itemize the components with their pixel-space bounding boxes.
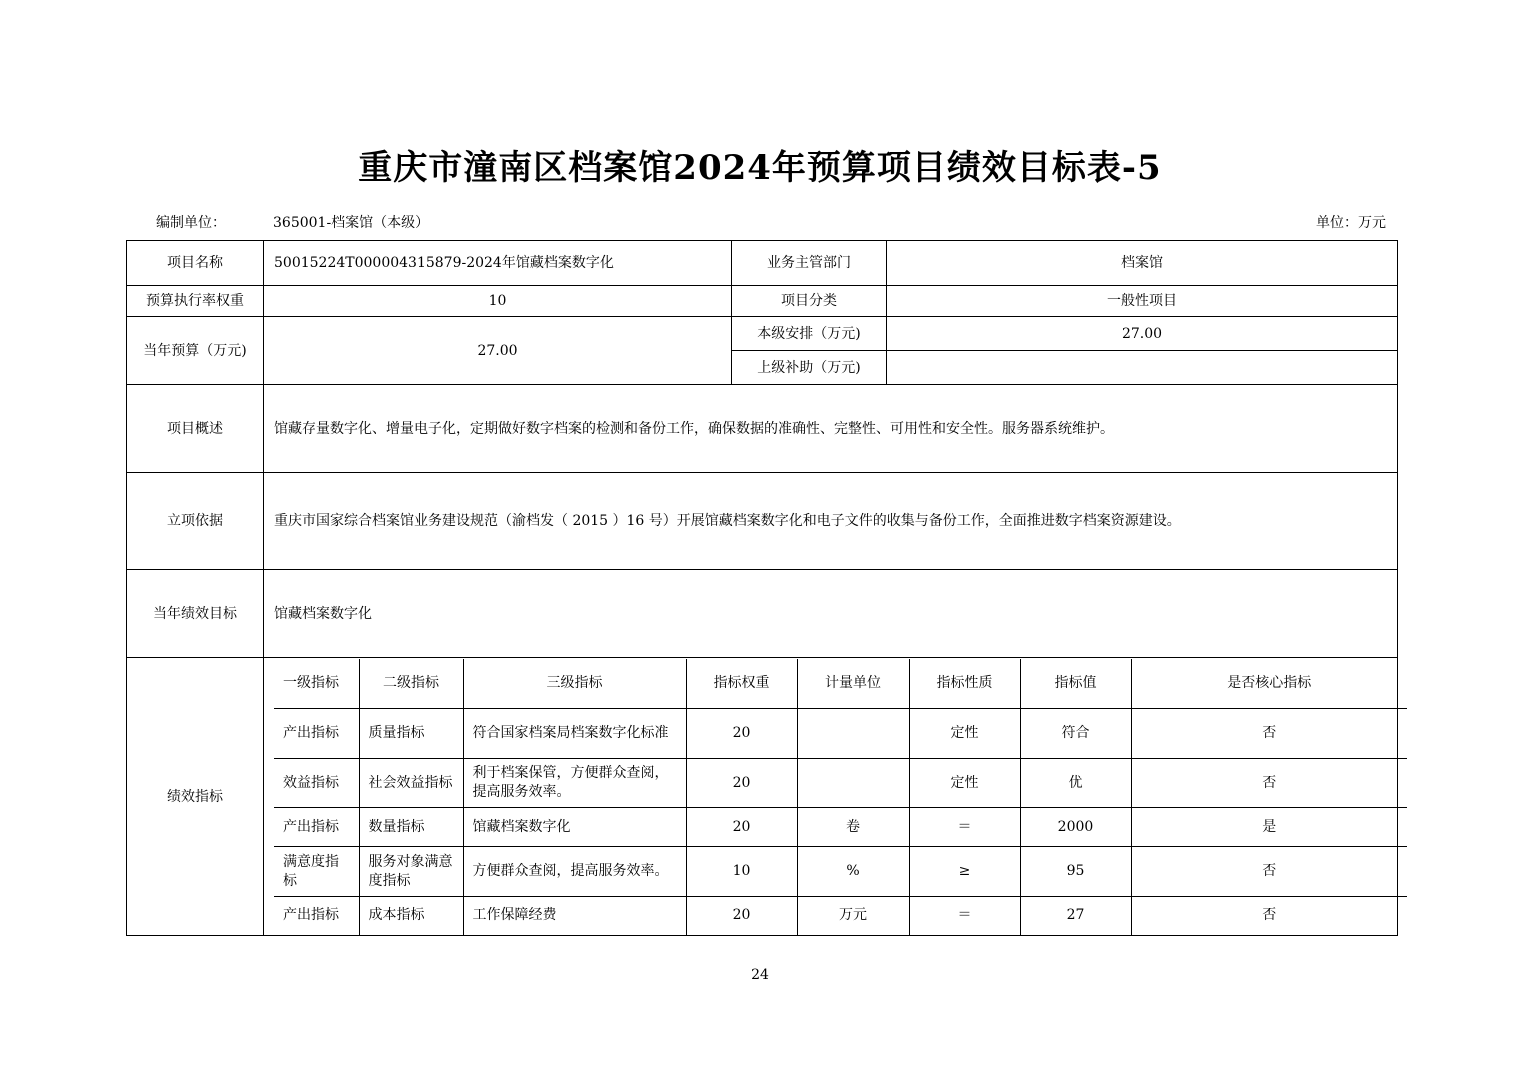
dept-label: 业务主管部门	[732, 241, 887, 286]
project-name-value: 50015224T000004315879-2024年馆藏档案数字化	[264, 241, 732, 286]
indicator-cell-core: 是	[1131, 808, 1407, 847]
indicator-cell-value: 符合	[1020, 709, 1131, 759]
indicator-cell-unit: 万元	[797, 897, 909, 935]
local-label: 本级安排（万元)	[732, 317, 887, 351]
indicator-cell-unit: %	[797, 847, 909, 897]
indicator-cell-value: 27	[1020, 897, 1131, 935]
subsidy-label: 上级补助（万元)	[732, 351, 887, 385]
indicator-cell-core: 否	[1131, 759, 1407, 808]
category-label: 项目分类	[732, 286, 887, 317]
indicator-cell-level2: 成本指标	[359, 897, 463, 935]
indicator-header: 计量单位	[797, 659, 909, 709]
indicator-cell-weight: 20	[686, 759, 797, 808]
indicator-cell-weight: 20	[686, 808, 797, 847]
indicator-header: 三级指标	[463, 659, 686, 709]
indicator-cell-level3: 馆藏档案数字化	[463, 808, 686, 847]
indicator-cell-level3: 符合国家档案局档案数字化标准	[463, 709, 686, 759]
compiling-unit-label: 编制单位：	[156, 215, 226, 231]
indicator-cell-level1: 产出指标	[274, 709, 359, 759]
indicator-label: 绩效指标	[127, 658, 264, 936]
indicator-cell-level2: 质量指标	[359, 709, 463, 759]
indicator-header: 指标权重	[686, 659, 797, 709]
indicator-row	[274, 847, 1407, 897]
indicator-cell-level2: 社会效益指标	[359, 759, 463, 808]
indicator-cell-unit	[797, 759, 909, 808]
indicator-row	[274, 897, 1407, 935]
indicator-header: 指标值	[1020, 659, 1131, 709]
basis-label: 立项依据	[127, 473, 264, 570]
indicator-cell-level1: 产出指标	[274, 897, 359, 935]
indicator-cell	[264, 658, 1398, 936]
indicator-cell-weight: 10	[686, 847, 797, 897]
indicator-header: 是否核心指标	[1131, 659, 1407, 709]
indicator-header: 二级指标	[359, 659, 463, 709]
overview-label: 项目概述	[127, 385, 264, 473]
compiling-unit-value: 365001-档案馆（本级）	[273, 215, 430, 231]
project-name-label: 项目名称	[127, 241, 264, 286]
category-value: 一般性项目	[887, 286, 1398, 317]
indicator-cell-nature: ＝	[909, 897, 1020, 935]
goal-label: 当年绩效目标	[127, 570, 264, 658]
indicator-cell-value: 优	[1020, 759, 1131, 808]
indicator-row	[274, 759, 1407, 808]
exec-weight-label: 预算执行率权重	[127, 286, 264, 317]
indicator-cell-unit: 卷	[797, 808, 909, 847]
overview-value: 馆藏存量数字化、增量电子化，定期做好数字档案的检测和备份工作，确保数据的准确性、完整性、可用性和安全性。服务器系统维护。	[264, 385, 1398, 473]
indicator-header: 指标性质	[909, 659, 1020, 709]
subsidy-value	[887, 351, 1398, 385]
indicator-cell-value: 95	[1020, 847, 1131, 897]
indicator-cell-value: 2000	[1020, 808, 1131, 847]
indicator-cell-level1: 产出指标	[274, 808, 359, 847]
performance-table	[126, 240, 1398, 936]
indicator-table	[274, 659, 1407, 935]
indicator-cell-unit	[797, 709, 909, 759]
indicator-cell-level1: 满意度指标	[274, 847, 359, 897]
indicator-header: 一级指标	[274, 659, 359, 709]
budget-value: 27.00	[264, 317, 732, 385]
page-number: 24	[751, 967, 769, 983]
indicator-cell-core: 否	[1131, 847, 1407, 897]
exec-weight-value: 10	[264, 286, 732, 317]
dept-value: 档案馆	[887, 241, 1398, 286]
indicator-cell-level1: 效益指标	[274, 759, 359, 808]
basis-value: 重庆市国家综合档案馆业务建设规范（渝档发（ 2015 ）16 号）开展馆藏档案数字化和电子文件的收集与备份工作，全面推进数字档案资源建设。	[264, 473, 1398, 570]
indicator-cell-weight: 20	[686, 709, 797, 759]
page-title: 重庆市潼南区档案馆2024年预算项目绩效目标表-5	[358, 148, 1162, 188]
indicator-cell-nature: ＝	[909, 808, 1020, 847]
indicator-cell-nature: ≥	[909, 847, 1020, 897]
budget-label: 当年预算（万元)	[127, 317, 264, 385]
indicator-cell-level3: 方便群众查阅，提高服务效率。	[463, 847, 686, 897]
indicator-cell-core: 否	[1131, 897, 1407, 935]
goal-value: 馆藏档案数字化	[264, 570, 1398, 658]
indicator-row	[274, 808, 1407, 847]
indicator-cell-level2: 数量指标	[359, 808, 463, 847]
indicator-cell-level3: 工作保障经费	[463, 897, 686, 935]
currency-unit: 单位：万元	[1316, 215, 1386, 231]
indicator-cell-level3: 利于档案保管，方便群众查阅，提高服务效率。	[463, 759, 686, 808]
indicator-cell-core: 否	[1131, 709, 1407, 759]
indicator-cell-nature: 定性	[909, 759, 1020, 808]
indicator-row	[274, 709, 1407, 759]
indicator-cell-level2: 服务对象满意度指标	[359, 847, 463, 897]
indicator-cell-weight: 20	[686, 897, 797, 935]
local-value: 27.00	[887, 317, 1398, 351]
indicator-cell-nature: 定性	[909, 709, 1020, 759]
